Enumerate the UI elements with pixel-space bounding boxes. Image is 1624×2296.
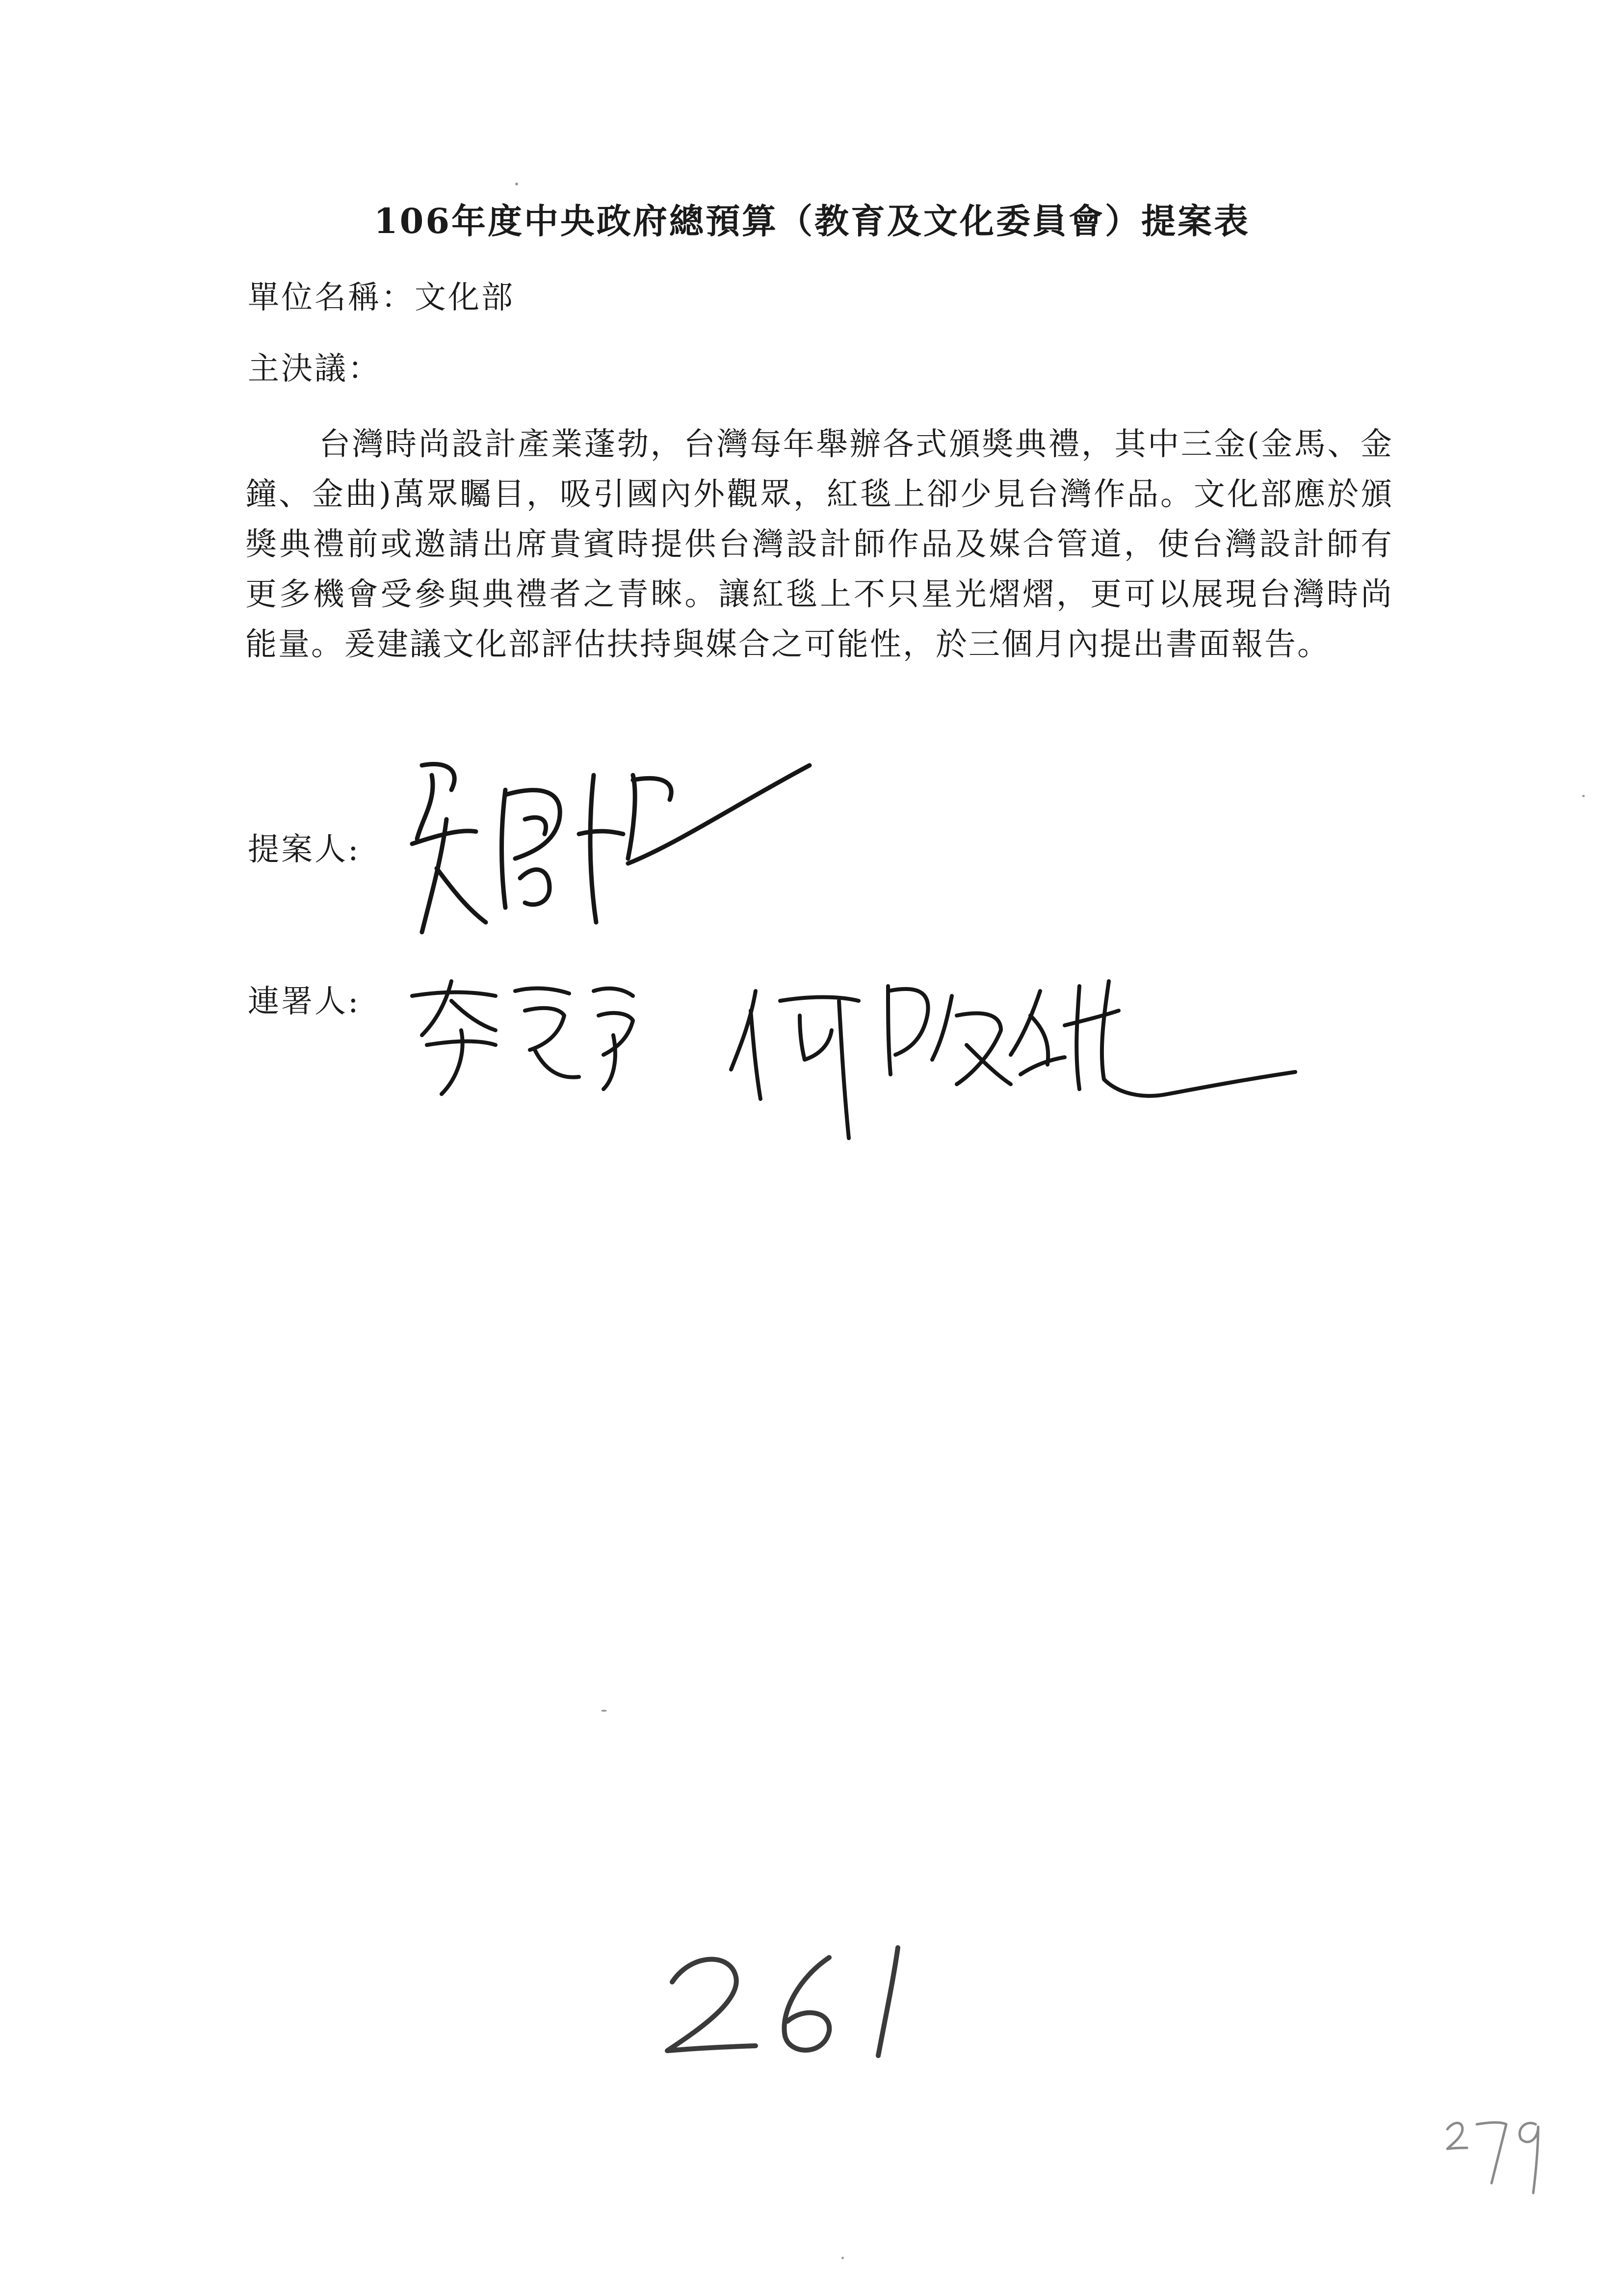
proposer-signature — [402, 746, 844, 962]
page-title: 106年度中央政府總預算（教育及文化委員會）提案表 — [373, 201, 1251, 241]
cosigner-label: 連署人: — [248, 984, 361, 1020]
cosigner-signature-1 — [397, 971, 653, 1099]
proposer-label: 提案人: — [248, 832, 361, 868]
scan-speck — [841, 2257, 844, 2259]
scan-speck — [515, 183, 518, 185]
unit-name-line: 單位名稱：文化部 — [248, 280, 515, 316]
scan-speck — [601, 1710, 607, 1712]
corner-number — [1442, 2110, 1560, 2198]
scan-speck — [1582, 795, 1585, 797]
resolution-body: 台灣時尚設計產業蓬勃，台灣每年舉辦各式頒獎典禮，其中三金(金馬、金鐘、金曲)萬眾矚目，吸引國內外觀眾，紅毯上卻少見台灣作品。文化部應於頒獎典禮前或邀請出席貴賓時提供台灣設計師作品及媒合管道，使台灣設計師有更多機會受參與典禮者之青睞。讓紅毯上不只星光熠熠，更可以展現台灣時尚能量。爰建議文化部評估扶持與媒合之可能性，於三個月內提出書面報告。 — [245, 426, 1393, 663]
handwritten-page-number — [662, 1943, 957, 2065]
cosigner-signature-2 — [726, 962, 1305, 1148]
main-resolution-label: 主決議： — [248, 351, 381, 387]
